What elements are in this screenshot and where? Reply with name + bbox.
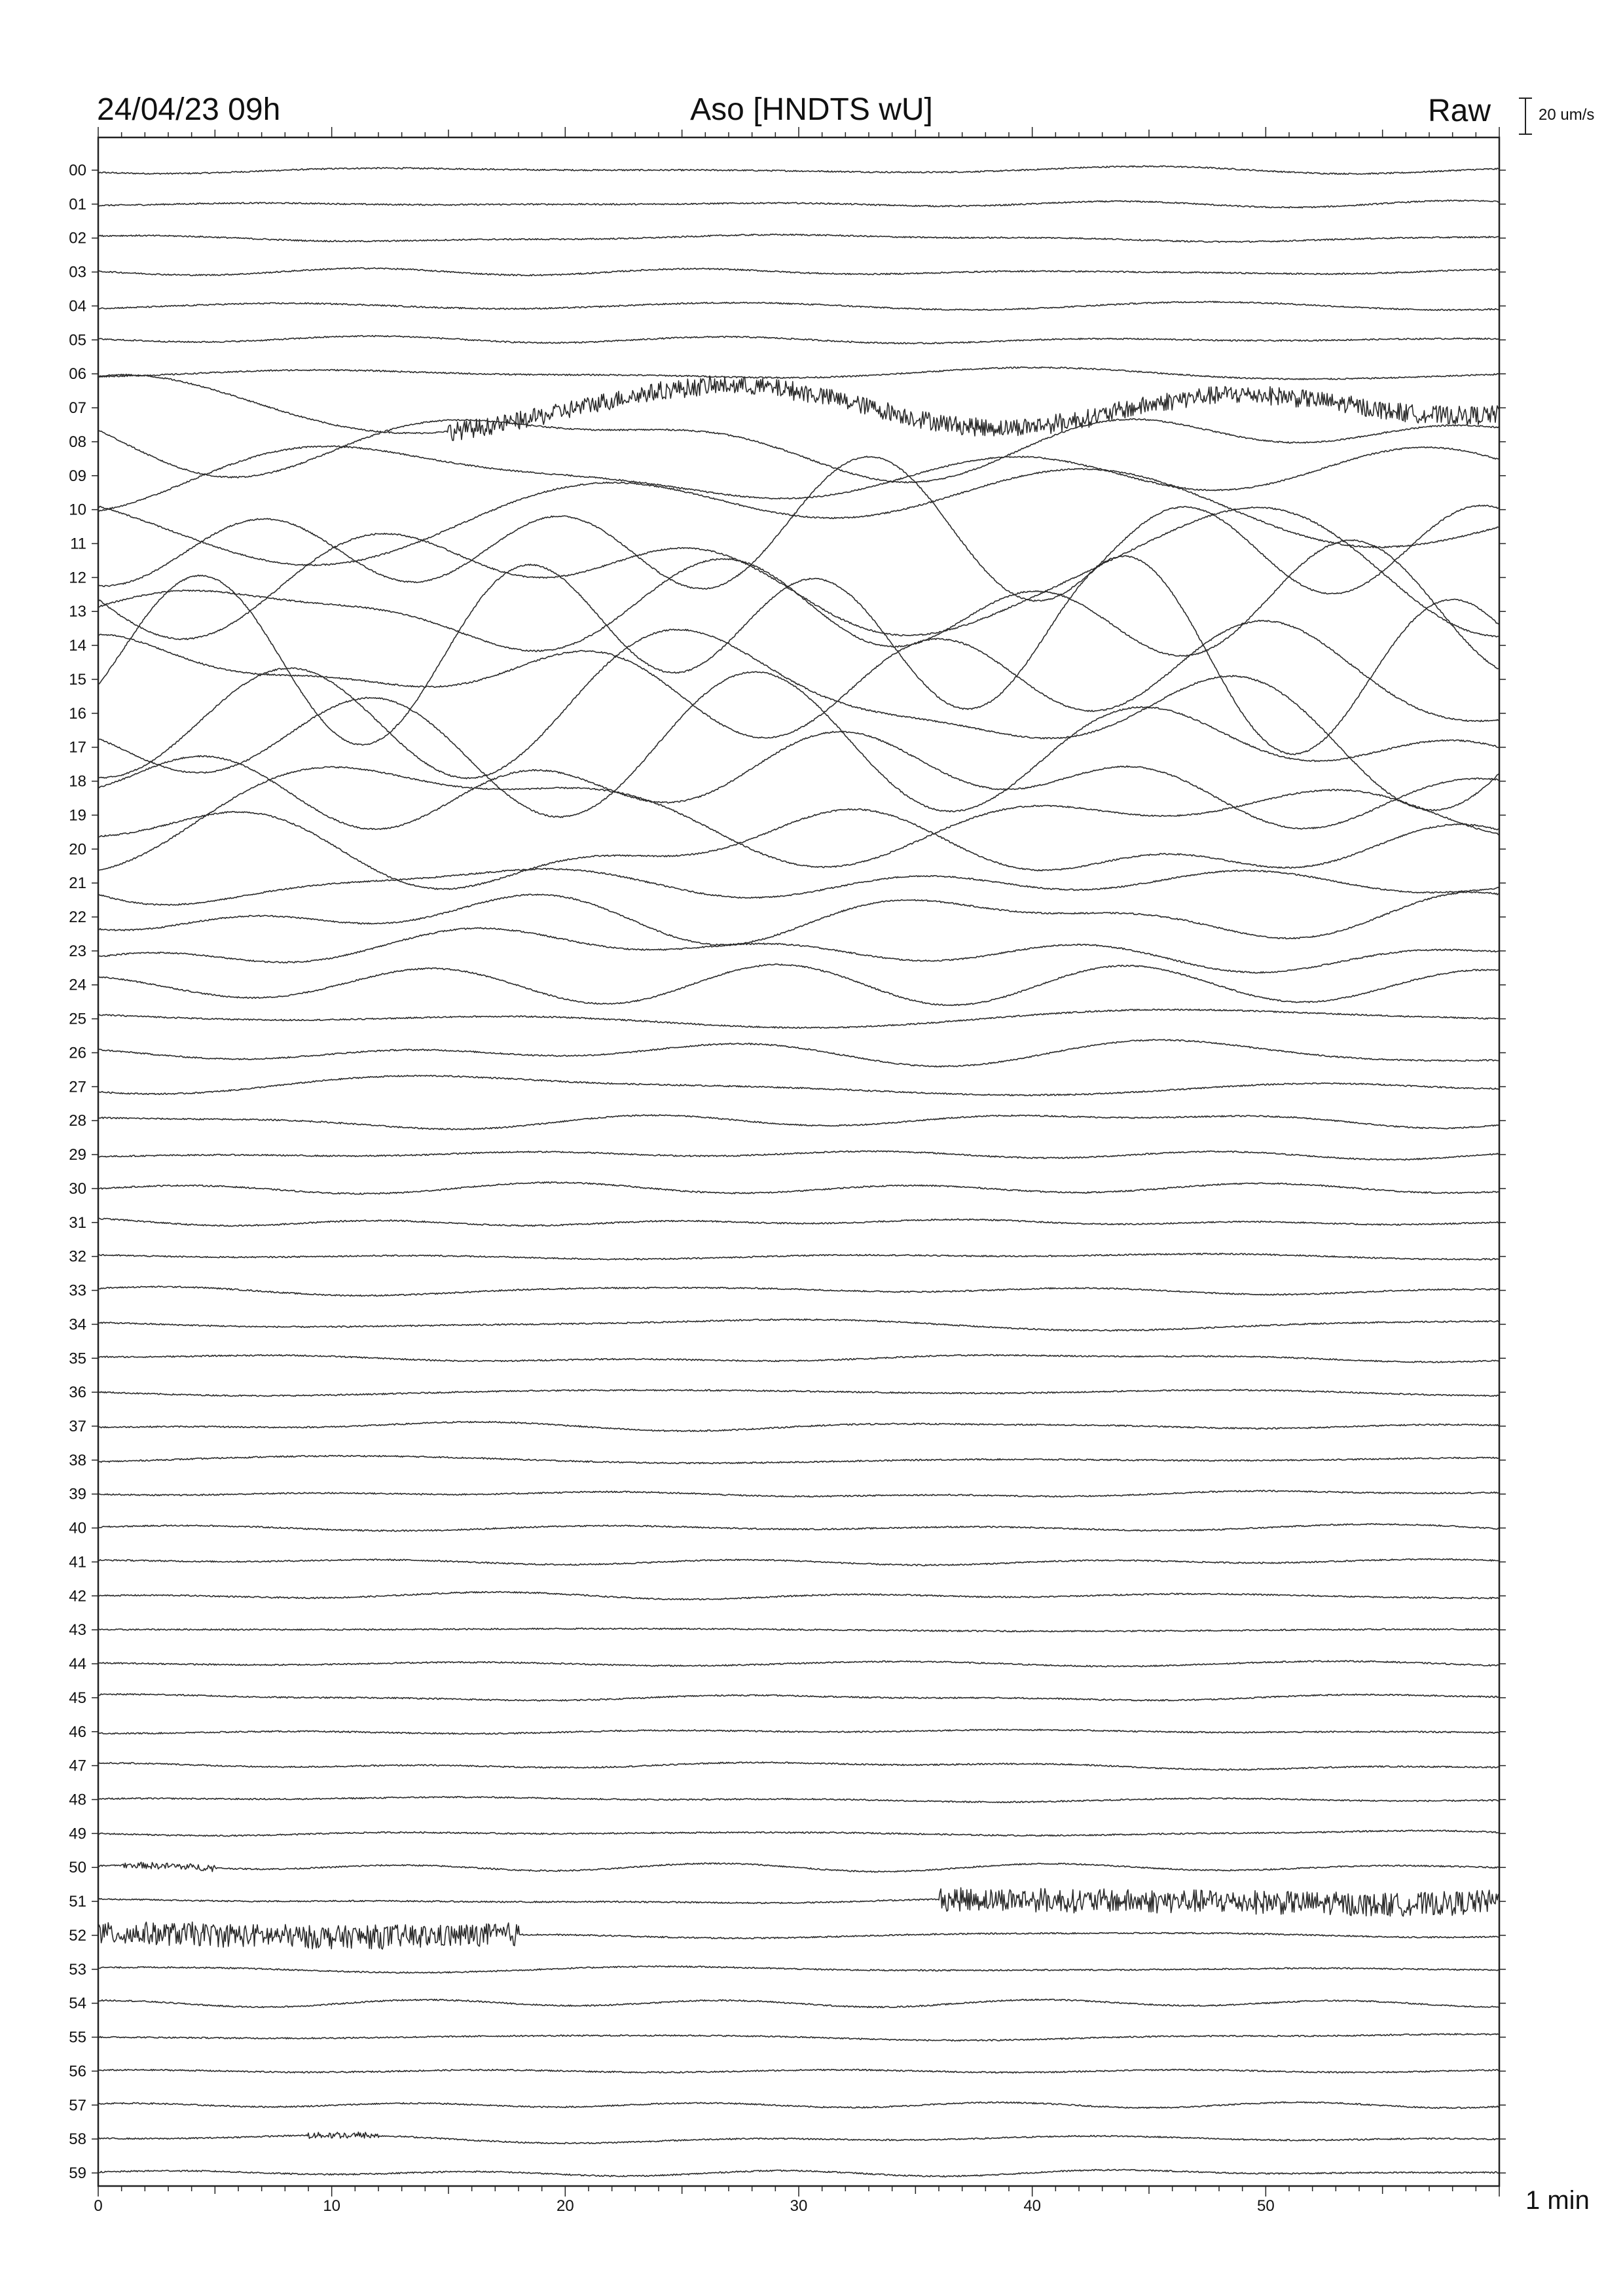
trace-row-06 xyxy=(98,367,1499,380)
row-label: 21 xyxy=(69,874,86,893)
trace-row-25 xyxy=(98,1009,1499,1028)
row-label: 36 xyxy=(69,1384,86,1402)
trace-row-59 xyxy=(98,2169,1499,2177)
trace-row-42 xyxy=(98,1592,1499,1600)
row-label: 20 xyxy=(69,840,86,859)
row-label: 30 xyxy=(69,1179,86,1198)
row-label: 23 xyxy=(69,942,86,960)
trace-row-39 xyxy=(98,1490,1499,1497)
row-label: 54 xyxy=(69,1994,86,2013)
row-label: 34 xyxy=(69,1316,86,1334)
row-label: 03 xyxy=(69,263,86,281)
trace-row-51 xyxy=(98,1888,1499,1916)
row-label: 02 xyxy=(69,229,86,247)
trace-row-45 xyxy=(98,1694,1499,1701)
trace-row-30 xyxy=(98,1182,1499,1194)
row-label: 16 xyxy=(69,704,86,723)
row-label: 28 xyxy=(69,1112,86,1130)
row-label: 32 xyxy=(69,1247,86,1266)
row-label: 31 xyxy=(69,1213,86,1232)
row-label: 50 xyxy=(69,1859,86,1877)
x-tick-label: 50 xyxy=(1256,2197,1275,2215)
trace-row-58 xyxy=(98,2132,1499,2144)
row-label: 48 xyxy=(69,1791,86,1809)
trace-row-10 xyxy=(98,469,1499,566)
helicorder-date: 24/04/23 09h xyxy=(97,92,281,127)
row-label: 42 xyxy=(69,1587,86,1605)
trace-row-55 xyxy=(98,2034,1499,2041)
trace-row-14 xyxy=(98,556,1499,755)
trace-row-33 xyxy=(98,1286,1499,1297)
trace-row-26 xyxy=(98,1039,1499,1067)
trace-row-38 xyxy=(98,1456,1499,1464)
trace-row-31 xyxy=(98,1218,1499,1226)
trace-row-47 xyxy=(98,1762,1499,1770)
row-label: 18 xyxy=(69,772,86,791)
trace-row-48 xyxy=(98,1797,1499,1803)
row-label: 05 xyxy=(69,331,86,350)
row-label: 07 xyxy=(69,399,86,418)
row-label: 43 xyxy=(69,1621,86,1640)
row-label: 59 xyxy=(69,2164,86,2182)
trace-row-40 xyxy=(98,1524,1499,1532)
row-label: 29 xyxy=(69,1146,86,1164)
trace-group xyxy=(98,166,1499,2177)
x-tick-label: 40 xyxy=(1023,2197,1042,2215)
trace-row-12 xyxy=(98,507,1499,640)
row-label: 33 xyxy=(69,1282,86,1300)
row-label: 35 xyxy=(69,1350,86,1368)
trace-row-23 xyxy=(98,927,1499,973)
row-label: 08 xyxy=(69,433,86,451)
row-label: 45 xyxy=(69,1689,86,1707)
x-tick-label: 30 xyxy=(790,2197,808,2215)
row-label: 49 xyxy=(69,1825,86,1843)
row-label: 46 xyxy=(69,1723,86,1741)
trace-row-44 xyxy=(98,1660,1499,1667)
row-label: 44 xyxy=(69,1655,86,1674)
row-label: 09 xyxy=(69,467,86,485)
trace-row-01 xyxy=(98,200,1499,208)
trace-row-20 xyxy=(98,809,1499,889)
row-label: 12 xyxy=(69,569,86,587)
row-label: 57 xyxy=(69,2096,86,2115)
row-label: 56 xyxy=(69,2062,86,2081)
row-label: 53 xyxy=(69,1960,86,1979)
trace-row-37 xyxy=(98,1422,1499,1432)
trace-row-56 xyxy=(98,2069,1499,2073)
trace-row-43 xyxy=(98,1628,1499,1632)
x-axis-unit-label: 1 min xyxy=(1525,2186,1590,2215)
trace-row-00 xyxy=(98,166,1499,174)
row-label: 25 xyxy=(69,1010,86,1028)
row-label: 01 xyxy=(69,195,86,213)
row-label: 52 xyxy=(69,1926,86,1945)
trace-row-49 xyxy=(98,1830,1499,1837)
x-tick-label: 0 xyxy=(94,2197,103,2215)
trace-row-46 xyxy=(98,1729,1499,1734)
row-label: 27 xyxy=(69,1078,86,1096)
trace-row-08 xyxy=(98,419,1499,483)
trace-row-05 xyxy=(98,336,1499,344)
trace-row-54 xyxy=(98,1999,1499,2007)
mode-label: Raw xyxy=(1427,94,1491,128)
row-label: 26 xyxy=(69,1044,86,1062)
trace-row-02 xyxy=(98,234,1499,243)
trace-row-18 xyxy=(98,731,1499,829)
row-labels xyxy=(69,162,1506,2182)
station-title: Aso [HNDTS wU] xyxy=(690,92,933,127)
trace-row-28 xyxy=(98,1115,1499,1130)
trace-row-52 xyxy=(98,1922,1499,1950)
row-label: 24 xyxy=(69,976,86,994)
trace-row-35 xyxy=(98,1354,1499,1363)
row-label: 04 xyxy=(69,297,86,315)
row-label: 39 xyxy=(69,1485,86,1503)
row-label: 38 xyxy=(69,1451,86,1469)
row-label: 10 xyxy=(69,501,86,519)
trace-row-32 xyxy=(98,1253,1499,1260)
plot-border xyxy=(98,137,1499,2186)
trace-row-03 xyxy=(98,268,1499,276)
trace-row-04 xyxy=(98,301,1499,310)
trace-row-13 xyxy=(98,540,1499,669)
trace-row-53 xyxy=(98,1966,1499,1973)
amplitude-scale-bar xyxy=(1519,98,1532,134)
trace-row-57 xyxy=(98,2102,1499,2108)
trace-row-36 xyxy=(98,1390,1499,1397)
row-label: 13 xyxy=(69,603,86,621)
row-label: 37 xyxy=(69,1417,86,1435)
row-label: 58 xyxy=(69,2130,86,2149)
row-label: 14 xyxy=(69,637,86,655)
row-label: 11 xyxy=(70,535,86,553)
row-label: 51 xyxy=(69,1893,86,1911)
row-label: 22 xyxy=(69,908,86,927)
trace-row-07 xyxy=(98,374,1499,440)
amplitude-scale-label: 20 um/s xyxy=(1539,106,1595,124)
trace-row-29 xyxy=(98,1151,1499,1160)
x-tick-label: 20 xyxy=(556,2197,574,2215)
row-label: 15 xyxy=(69,670,86,689)
row-label: 00 xyxy=(69,162,86,179)
trace-row-11 xyxy=(98,456,1499,601)
row-label: 55 xyxy=(69,2028,86,2047)
trace-row-27 xyxy=(98,1075,1499,1096)
plot-frame xyxy=(98,137,1499,2186)
trace-row-41 xyxy=(98,1558,1499,1566)
row-label: 19 xyxy=(69,806,86,825)
row-label: 47 xyxy=(69,1757,86,1775)
x-tick-label: 10 xyxy=(323,2197,341,2215)
row-label: 06 xyxy=(69,365,86,384)
trace-row-17 xyxy=(98,672,1499,817)
row-label: 40 xyxy=(69,1519,86,1537)
row-label: 41 xyxy=(69,1553,86,1571)
trace-row-19 xyxy=(98,766,1499,870)
trace-row-21 xyxy=(98,869,1499,906)
trace-row-34 xyxy=(98,1319,1499,1331)
row-label: 17 xyxy=(69,738,86,757)
trace-row-50 xyxy=(98,1862,1499,1873)
trace-row-09 xyxy=(98,446,1499,511)
trace-row-22 xyxy=(98,891,1499,945)
trace-row-16 xyxy=(98,629,1499,810)
